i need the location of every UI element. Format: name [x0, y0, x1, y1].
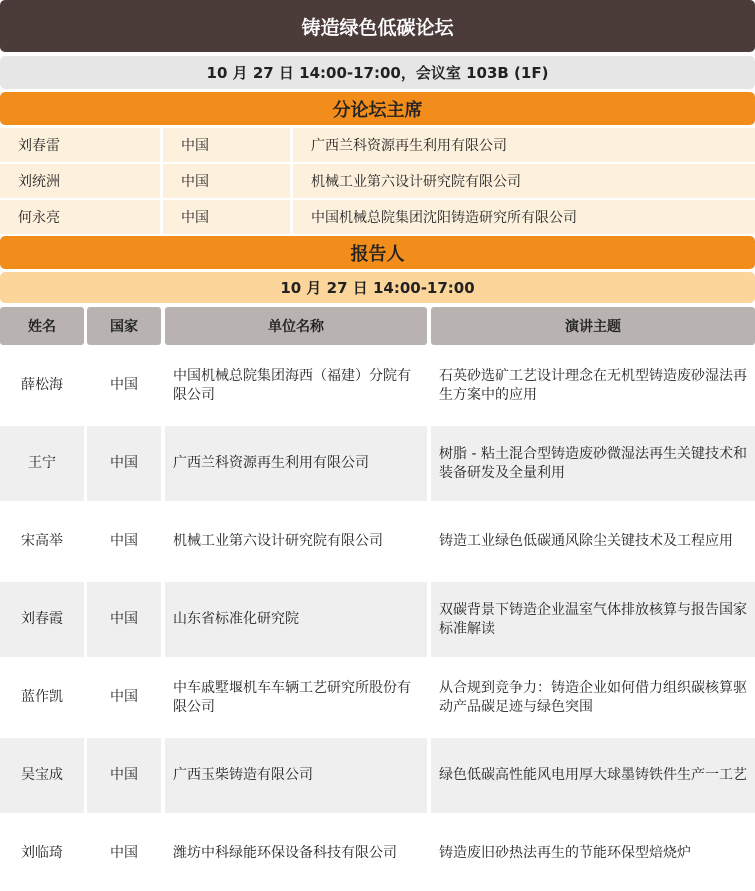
reporters-time: 10 月 27 日 14:00-17:00 [0, 272, 755, 303]
chair-row [0, 128, 755, 162]
chair-org: 中国机械总院集团沈阳铸造研究所有限公司 [293, 200, 755, 234]
speaker-name: 薛松海 [21, 377, 63, 393]
chairs-header: 分论坛主席 [0, 92, 755, 125]
chair-org: 机械工业第六设计研究院有限公司 [293, 164, 755, 198]
chair-country: 中国 [163, 200, 290, 234]
speaker-org: 潍坊中科绿能环保设备科技有限公司 [173, 845, 397, 861]
speaker-name: 刘春霞 [0, 582, 84, 657]
speaker-country: 中国 [87, 738, 161, 813]
reporters-header: 报告人 [0, 236, 755, 269]
chair-row [0, 200, 755, 234]
speaker-org: 广西兰科资源再生利用有限公司 [165, 426, 427, 501]
table-row [0, 582, 755, 657]
speaker-org: 机械工业第六设计研究院有限公司 [173, 533, 383, 549]
speaker-country: 中国 [110, 533, 138, 549]
chair-org: 广西兰科资源再生利用有限公司 [293, 128, 755, 162]
table-row [0, 816, 755, 875]
speaker-country: 中国 [110, 689, 138, 705]
speech-topic: 铸造工业绿色低碳通风除尘关键技术及工程应用 [439, 533, 733, 549]
speaker-org: 山东省标准化研究院 [165, 582, 427, 657]
speech-topic: 从合规到竞争力：铸造企业如何借力组织碳核算驱动产品碳足迹与绿色突围 [439, 679, 747, 715]
speaker-country: 中国 [87, 582, 161, 657]
table-row [0, 738, 755, 813]
speech-topic: 铸造废旧砂热法再生的节能环保型焙烧炉 [439, 845, 691, 861]
chair-name: 刘春雷 [0, 128, 160, 162]
speech-topic: 树脂 - 粘土混合型铸造废砂微湿法再生关键技术和装备研发及全量利用 [431, 426, 755, 501]
chair-country: 中国 [163, 128, 290, 162]
table-header [0, 307, 755, 345]
table-row [0, 348, 755, 423]
table-row [0, 504, 755, 579]
speaker-name: 蓝作凯 [21, 689, 63, 705]
table-row [0, 660, 755, 735]
header-org: 单位名称 [165, 307, 427, 345]
speech-topic: 石英砂选矿工艺设计理念在无机型铸造废砂湿法再生方案中的应用 [439, 367, 747, 403]
header-topic: 演讲主题 [431, 307, 755, 345]
speaker-org: 中车戚墅堰机车车辆工艺研究所股份有限公司 [173, 679, 411, 715]
session-info: 10 月 27 日 14:00-17:00，会议室 103B (1F) [0, 56, 755, 89]
speaker-org: 中国机械总院集团海西（福建）分院有限公司 [173, 367, 411, 403]
header-name: 姓名 [0, 307, 84, 345]
speaker-name: 刘临琦 [21, 845, 63, 861]
chair-row [0, 164, 755, 198]
speaker-country: 中国 [110, 845, 138, 861]
table-row [0, 426, 755, 501]
chair-name: 刘统洲 [0, 164, 160, 198]
speaker-name: 吴宝成 [0, 738, 84, 813]
forum-title: 铸造绿色低碳论坛 [0, 0, 755, 52]
header-country: 国家 [87, 307, 161, 345]
chair-name: 何永亮 [0, 200, 160, 234]
speaker-country: 中国 [87, 426, 161, 501]
speaker-name: 王宁 [0, 426, 84, 501]
speaker-country: 中国 [110, 377, 138, 393]
speaker-org: 广西玉柴铸造有限公司 [165, 738, 427, 813]
speech-topic: 绿色低碳高性能风电用厚大球墨铸铁件生产一工艺 [431, 738, 755, 813]
speaker-name: 宋高举 [21, 533, 63, 549]
speech-topic: 双碳背景下铸造企业温室气体排放核算与报告国家标准解读 [431, 582, 755, 657]
chair-country: 中国 [163, 164, 290, 198]
